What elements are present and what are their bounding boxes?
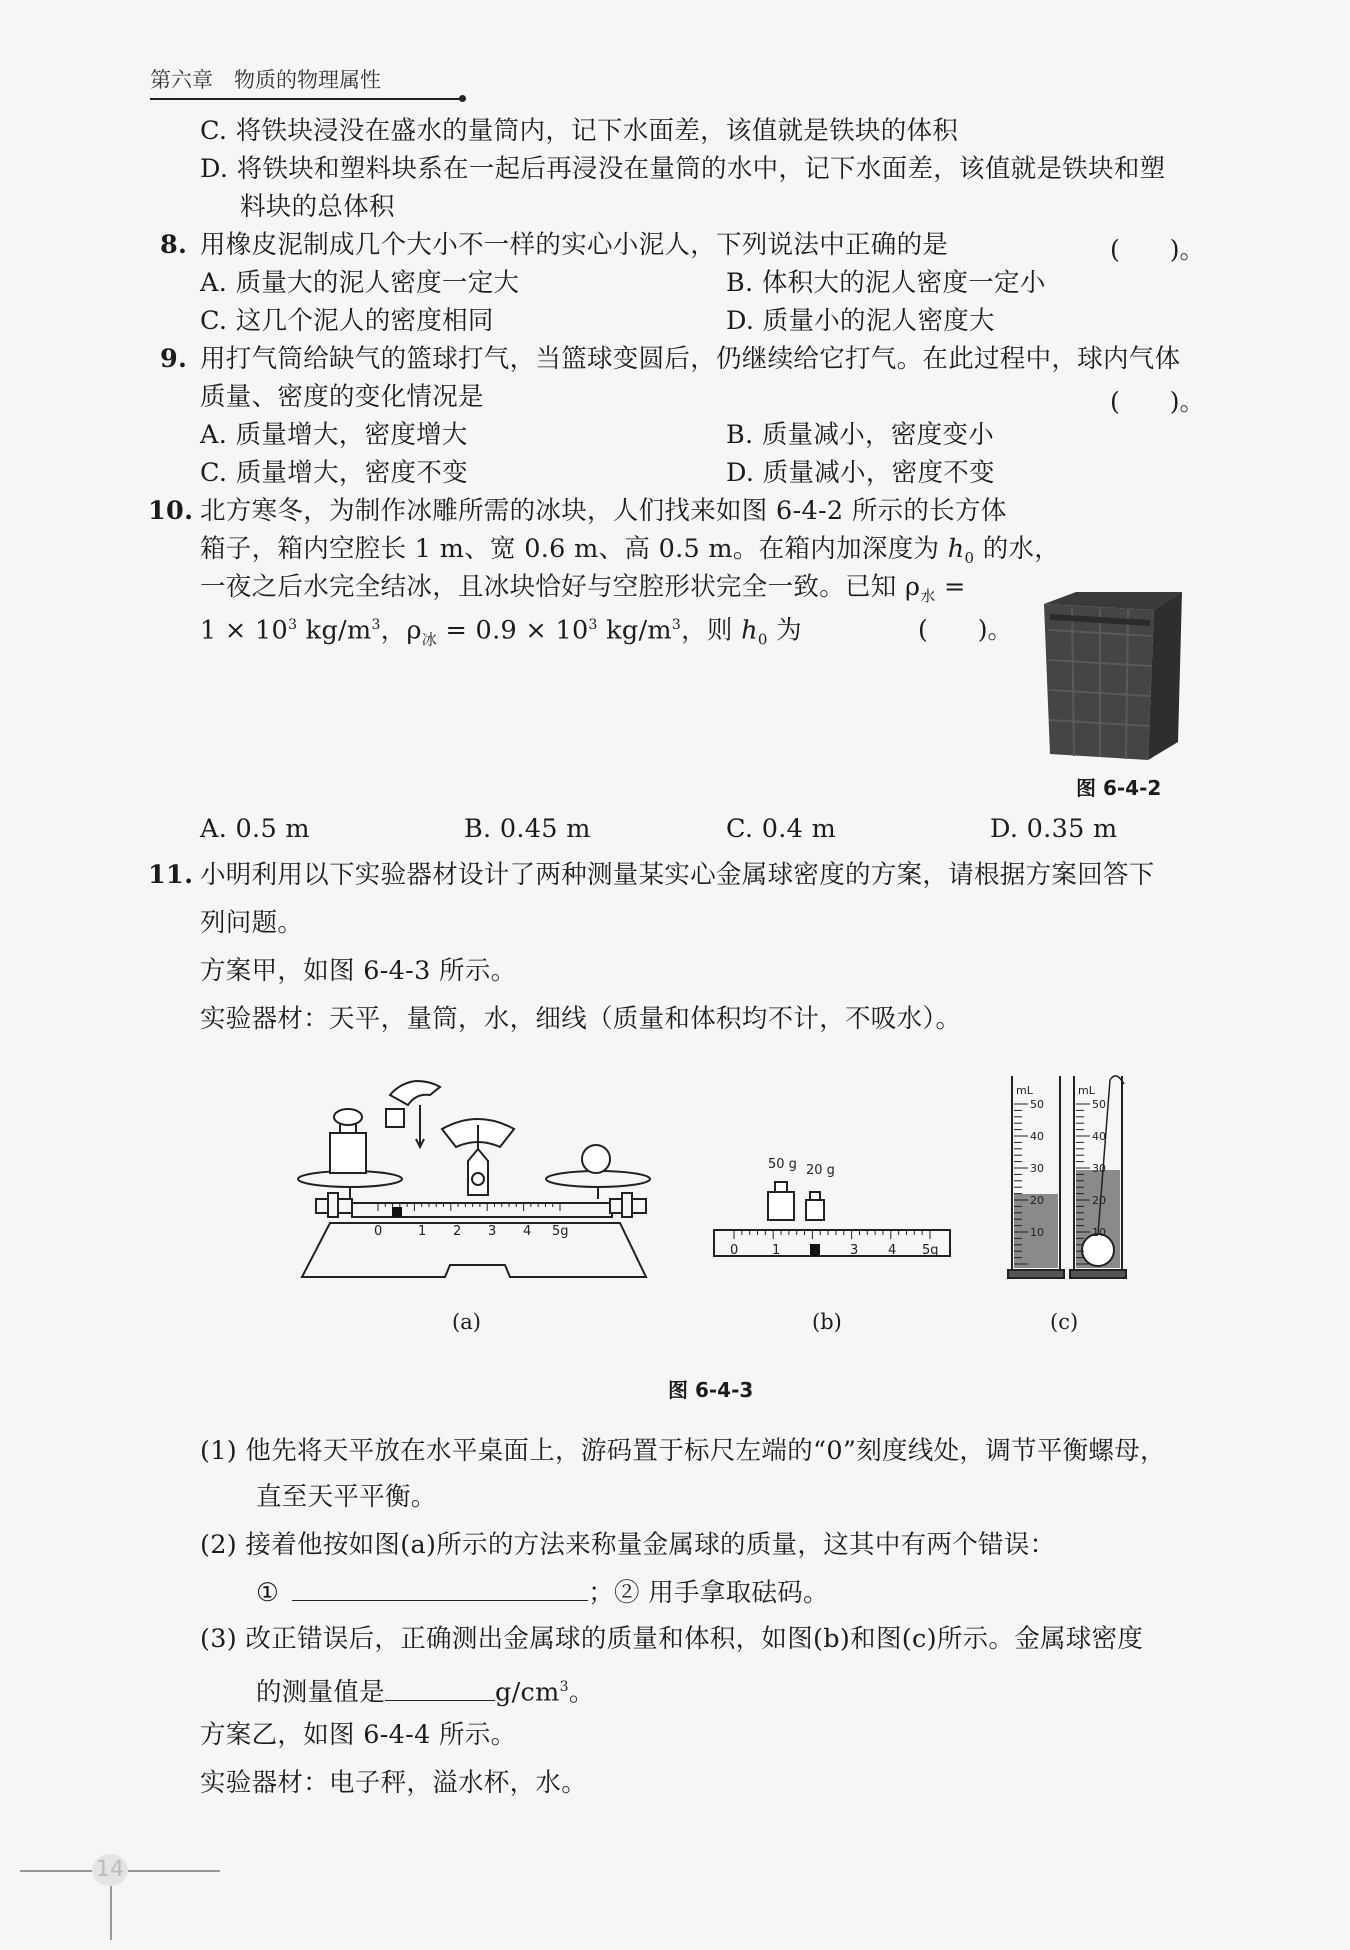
q10-option-b: B. 0.45 m: [464, 814, 591, 844]
q10-line-4: $1 \times 10^3$ $kg/m^3$，$\rho_冰 = 0.9 \times 10^3$ $kg/m^3$，则 $h_0$ 为: [200, 615, 802, 649]
header-rule: [150, 98, 462, 100]
page-number: 14: [92, 1854, 128, 1886]
cyl-tick: 40: [1030, 1130, 1044, 1143]
fig-label-a: (a): [452, 1310, 481, 1334]
fig-6-4-3-caption: 图 6-4-3: [668, 1378, 754, 1402]
balance-tick: 5g: [552, 1224, 569, 1239]
q8-option-a: A. 质量大的泥人密度一定大: [200, 268, 520, 298]
q8-stem: 用橡皮泥制成几个大小不一样的实心小泥人，下列说法中正确的是: [200, 230, 949, 260]
q9-option-c: C. 质量增大，密度不变: [200, 458, 468, 488]
q9-stem: 用打气筒给缺气的篮球打气，当篮球变圆后，仍继续给它打气。在此过程中，球内气体: [200, 344, 1181, 374]
q9-stem-cont: 质量、密度的变化情况是: [200, 382, 484, 412]
q11-part-3-cont: 的测量值是 $g/cm^3$。: [256, 1677, 595, 1708]
q11-part-1: (1) 他先将天平放在水平桌面上，游码置于标尺左端的“0”刻度线处，调节平衡螺母，: [200, 1436, 1166, 1466]
header-rule-dot: [459, 95, 466, 102]
q11-line-1: 小明利用以下实验器材设计了两种测量某实心金属球密度的方案，请根据方案回答下: [200, 860, 1155, 890]
cylinder-unit: mL: [1078, 1084, 1095, 1097]
crate-figure: [1036, 590, 1186, 770]
q10-option-d: D. 0.35 m: [990, 814, 1118, 844]
footer-rule-left: [20, 1870, 92, 1872]
scale-tick: 0: [730, 1243, 739, 1258]
mass-label-50g: 50 g: [768, 1157, 797, 1172]
q9-number: 9.: [160, 344, 188, 374]
q11-part-2-cont: ① ；② 用手拿取砝码。: [256, 1578, 829, 1608]
q9-option-a: A. 质量增大，密度增大: [200, 420, 468, 450]
balance-tick: 0: [374, 1224, 383, 1239]
scale-tick: 2: [812, 1243, 821, 1258]
scale-tick: 1: [772, 1243, 781, 1258]
q7-option-d-cont: 料块的总体积: [240, 192, 395, 222]
cylinder-unit: mL: [1016, 1084, 1033, 1097]
cyl-tick: 50: [1030, 1098, 1044, 1111]
cyl-tick: 30: [1030, 1162, 1044, 1175]
q11-plan-a: 方案甲，如图 6-4-3 所示。: [200, 956, 517, 986]
chapter-header: 第六章 物质的物理属性: [150, 68, 381, 92]
cyl-tick: 10: [1092, 1226, 1106, 1239]
q7-option-d: D. 将铁块和塑料块系在一起后再浸没在量筒的水中，记下水面差，该值就是铁块和塑: [200, 154, 1166, 184]
q11-line-2: 列问题。: [200, 908, 304, 938]
balance-tick: 2: [453, 1224, 462, 1239]
scale-tick: 3: [850, 1243, 859, 1258]
q8-number: 8.: [160, 230, 188, 260]
fig-label-b: (b): [812, 1310, 842, 1334]
q11-part-1-cont: 直至天平平衡。: [256, 1482, 437, 1512]
cyl-tick: 20: [1092, 1194, 1106, 1207]
cylinders-figure: [1000, 1070, 1150, 1290]
q10-line-1: 北方寒冬，为制作冰雕所需的冰块，人们找来如图 6-4-2 所示的长方体: [200, 496, 1007, 526]
q10-number: 10.: [148, 496, 194, 526]
answer-blank-1[interactable]: [292, 1576, 588, 1601]
q8-option-c: C. 这几个泥人的密度相同: [200, 306, 494, 336]
mass-label-20g: 20 g: [806, 1163, 835, 1178]
q11-plan-b: 方案乙，如图 6-4-4 所示。: [200, 1720, 517, 1750]
masses-figure: [700, 1150, 960, 1260]
scale-tick: 4: [888, 1243, 897, 1258]
q10-line-3: 一夜之后水完全结冰，且冰块恰好与空腔形状完全一致。已知 $\rho_水$ =: [200, 572, 966, 606]
q11-equipment-b: 实验器材：电子秤，溢水杯，水。: [200, 1768, 588, 1798]
q11-part-3: (3) 改正错误后，正确测出金属球的质量和体积，如图(b)和图(c)所示。金属球密度: [200, 1624, 1144, 1654]
q9-answer-paren: ( )。: [1110, 387, 1205, 416]
balance-tick: 3: [488, 1224, 497, 1239]
balance-tick: 4: [523, 1224, 532, 1239]
scale-tick: 5g: [922, 1243, 939, 1258]
q8-option-d: D. 质量小的泥人密度大: [726, 306, 995, 336]
rider: [392, 1207, 402, 1217]
q9-option-d: D. 质量减小，密度不变: [726, 458, 995, 488]
q10-line-2: 箱子，箱内空腔长 1 m、宽 0.6 m、高 0.5 m。在箱内加深度为 $h_0$ 的水，: [200, 534, 1061, 568]
q8-option-b: B. 体积大的泥人密度一定小: [726, 268, 1046, 298]
q8-answer-paren: ( )。: [1110, 235, 1205, 264]
q10-answer-paren: ( )。: [918, 615, 1013, 644]
q11-equipment-a: 实验器材：天平，量筒，水，细线（质量和体积均不计，不吸水）。: [200, 1004, 962, 1034]
q10-option-a: A. 0.5 m: [200, 814, 310, 844]
balance-tick: 1: [418, 1224, 427, 1239]
q9-option-b: B. 质量减小，密度变小: [726, 420, 995, 450]
cyl-tick: 20: [1030, 1194, 1044, 1207]
balance-figure: [290, 1075, 670, 1295]
answer-blank-2[interactable]: [385, 1676, 495, 1701]
footer-rule-right: [128, 1870, 220, 1872]
q7-option-c: C. 将铁块浸没在盛水的量筒内，记下水面差，该值就是铁块的体积: [200, 116, 959, 146]
cyl-tick: 30: [1092, 1162, 1106, 1175]
cyl-tick: 40: [1092, 1130, 1106, 1143]
cyl-tick: 50: [1092, 1098, 1106, 1111]
q11-part-2: (2) 接着他按如图(a)所示的方法来称量金属球的质量，这其中有两个错误：: [200, 1530, 1056, 1560]
cyl-tick: 10: [1030, 1226, 1044, 1239]
fig-label-c: (c): [1050, 1310, 1079, 1334]
q10-option-c: C. 0.4 m: [726, 814, 837, 844]
q11-number: 11.: [148, 860, 194, 890]
fig-6-4-2-caption: 图 6-4-2: [1076, 776, 1162, 800]
